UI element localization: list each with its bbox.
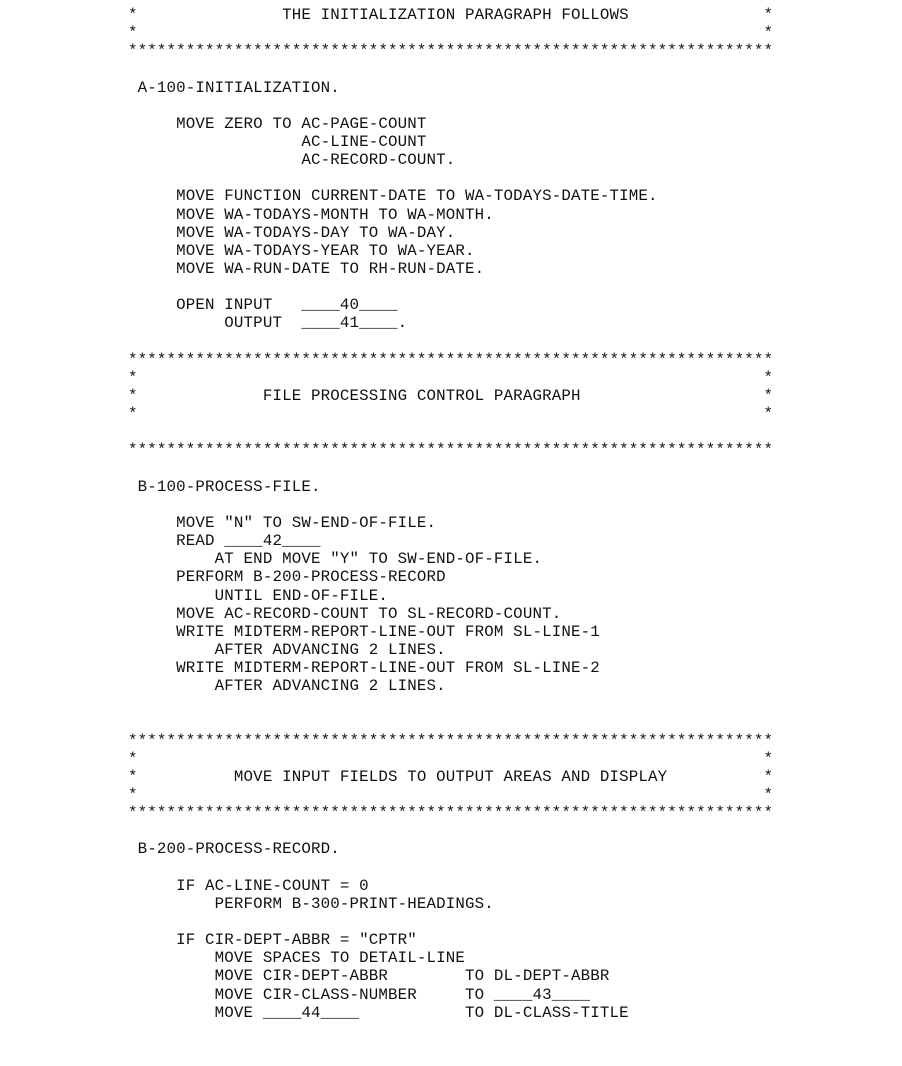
code-line: ******************************************************************* — [128, 731, 774, 750]
code-line: IF AC-LINE-COUNT = 0 — [128, 876, 369, 895]
blank-line — [128, 333, 773, 351]
blank-line — [128, 822, 773, 840]
code-line: ******************************************************************* — [128, 441, 774, 460]
blank-line — [128, 169, 773, 187]
code-line: MOVE AC-RECORD-COUNT TO SL-RECORD-COUNT. — [128, 604, 562, 623]
code-line: MOVE ____44____ TO DL-CLASS-TITLE — [128, 1003, 629, 1022]
code-line: MOVE CIR-CLASS-NUMBER TO ____43____ — [128, 985, 591, 1004]
code-line: ******************************************************************* — [128, 804, 774, 823]
code-line: AT END MOVE "Y" TO SW-END-OF-FILE. — [128, 550, 543, 569]
code-line: AC-RECORD-COUNT. — [128, 151, 456, 170]
blank-line — [128, 278, 773, 296]
blank-line — [128, 496, 773, 514]
code-line: B-200-PROCESS-RECORD. — [128, 840, 340, 859]
code-line: WRITE MIDTERM-REPORT-LINE-OUT FROM SL-LINE-2 — [128, 659, 600, 678]
blank-line — [128, 60, 773, 78]
code-line: * * — [128, 786, 774, 805]
blank-line — [128, 695, 773, 713]
code-line: AC-LINE-COUNT — [128, 132, 427, 151]
blank-line — [128, 713, 773, 731]
code-line: MOVE ZERO TO AC-PAGE-COUNT — [128, 114, 427, 133]
blank-line — [128, 913, 773, 931]
blank-line — [128, 460, 773, 478]
code-line: ******************************************************************* — [128, 42, 774, 61]
code-line: MOVE WA-TODAYS-YEAR TO WA-YEAR. — [128, 241, 475, 260]
code-line: * FILE PROCESSING CONTROL PARAGRAPH * — [128, 386, 774, 405]
code-line: ******************************************************************* — [128, 350, 774, 369]
code-line: AFTER ADVANCING 2 LINES. — [128, 640, 446, 659]
code-line: PERFORM B-200-PROCESS-RECORD — [128, 568, 446, 587]
code-line: * * — [128, 368, 774, 387]
code-line: READ ____42____ — [128, 532, 321, 551]
code-line: WRITE MIDTERM-REPORT-LINE-OUT FROM SL-LINE-1 — [128, 622, 600, 641]
code-line: MOVE "N" TO SW-END-OF-FILE. — [128, 513, 437, 532]
code-line: OUTPUT ____41____. — [128, 314, 408, 333]
code-line: B-100-PROCESS-FILE. — [128, 477, 321, 496]
code-line: OPEN INPUT ____40____ — [128, 296, 398, 315]
code-line: AFTER ADVANCING 2 LINES. — [128, 677, 446, 696]
code-listing — [128, 6, 773, 1022]
code-line: A-100-INITIALIZATION. — [128, 78, 340, 97]
code-line: MOVE WA-RUN-DATE TO RH-RUN-DATE. — [128, 259, 485, 278]
code-line: * * — [128, 749, 774, 768]
code-line: UNTIL END-OF-FILE. — [128, 586, 389, 605]
code-line: MOVE WA-TODAYS-MONTH TO WA-MONTH. — [128, 205, 494, 224]
code-line: * MOVE INPUT FIELDS TO OUTPUT AREAS AND DISPLAY * — [128, 767, 774, 786]
code-line: MOVE CIR-DEPT-ABBR TO DL-DEPT-ABBR — [128, 967, 610, 986]
blank-line — [128, 97, 773, 115]
blank-line — [128, 423, 773, 441]
code-line: IF CIR-DEPT-ABBR = "CPTR" — [128, 931, 417, 950]
code-line: MOVE SPACES TO DETAIL-LINE — [128, 949, 466, 968]
code-line: MOVE WA-TODAYS-DAY TO WA-DAY. — [128, 223, 456, 242]
code-line: * * — [128, 24, 774, 43]
code-line: PERFORM B-300-PRINT-HEADINGS. — [128, 894, 494, 913]
blank-line — [128, 859, 773, 877]
code-line: * THE INITIALIZATION PARAGRAPH FOLLOWS * — [128, 6, 774, 24]
code-line: MOVE FUNCTION CURRENT-DATE TO WA-TODAYS-DATE-TIME. — [128, 187, 658, 206]
code-line: * * — [128, 405, 774, 424]
